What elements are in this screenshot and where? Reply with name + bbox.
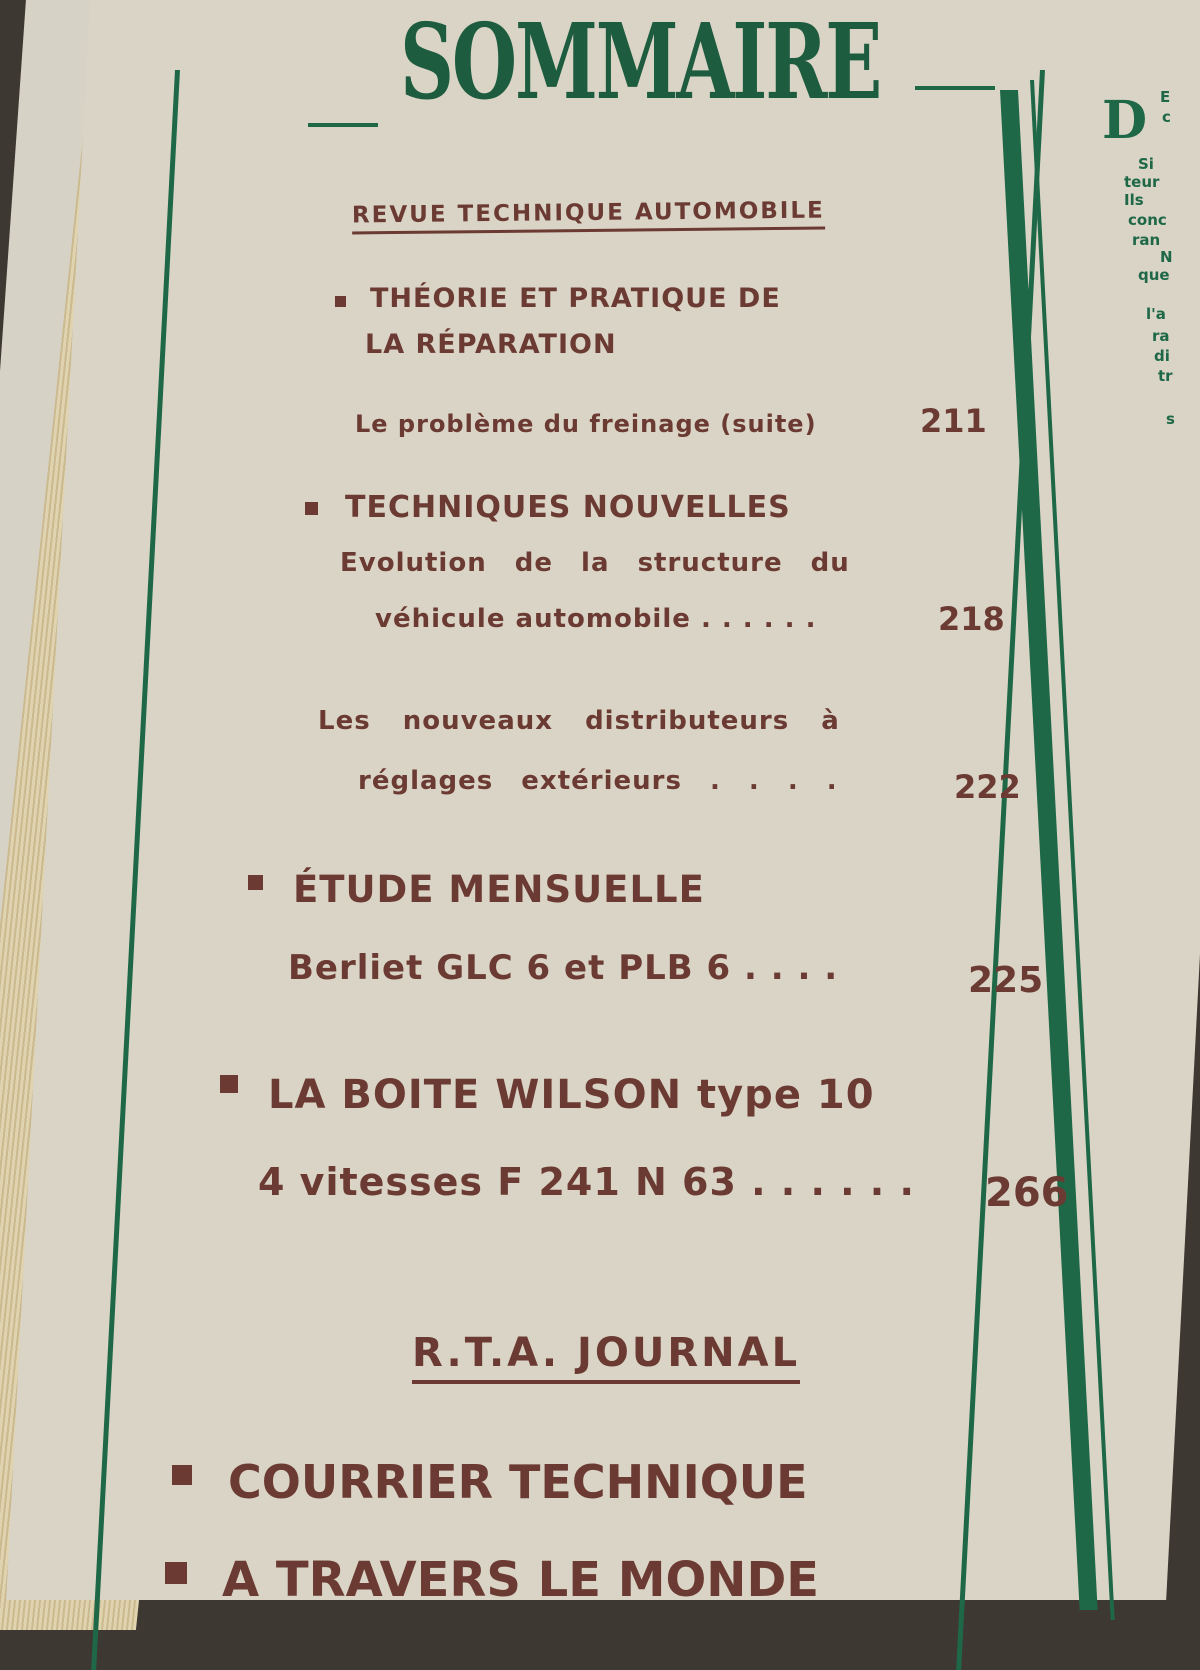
bullet-icon <box>305 502 318 515</box>
journal-item: COURRIER TECHNIQUE <box>228 1455 808 1509</box>
entry-title: véhicule automobile . . . . . . <box>375 604 817 634</box>
text-fragment: Ils <box>1124 191 1144 209</box>
entry-title: Les nouveaux distributeurs à <box>318 706 840 736</box>
frame-top-right-rule <box>915 86 995 90</box>
bullet-icon <box>220 1075 238 1093</box>
drop-cap: D <box>1102 90 1148 151</box>
entry-title: réglages extérieurs . . . . <box>358 766 838 796</box>
section-heading: ÉTUDE MENSUELLE <box>293 868 705 911</box>
entry-title: Berliet GLC 6 et PLB 6 . . . . <box>288 948 839 988</box>
entry-page: 222 <box>954 768 1021 806</box>
text-fragment: ran <box>1132 231 1161 249</box>
text-fragment: tr <box>1158 367 1173 385</box>
section-heading: LA BOITE WILSON type 10 <box>268 1072 875 1118</box>
frame-top-left-rule <box>308 123 378 127</box>
bullet-icon <box>248 875 263 890</box>
entry-title: Evolution de la structure du <box>340 548 850 578</box>
section-heading: THÉORIE ET PRATIQUE DE <box>370 283 781 314</box>
text-fragment: que <box>1138 266 1170 284</box>
section-heading: TECHNIQUES NOUVELLES <box>345 490 791 525</box>
journal-item: A TRAVERS LE MONDE <box>222 1552 820 1608</box>
text-fragment: di <box>1154 347 1170 365</box>
journal-heading: R.T.A. JOURNAL <box>412 1330 800 1384</box>
text-fragment: c <box>1162 108 1171 126</box>
section-heading: LA RÉPARATION <box>365 329 617 360</box>
bullet-icon <box>165 1562 187 1584</box>
entry-page: 218 <box>938 600 1005 638</box>
entry-page: 266 <box>985 1170 1069 1216</box>
text-fragment: conc <box>1128 211 1167 229</box>
text-fragment: teur <box>1124 173 1160 191</box>
text-fragment: Si <box>1138 155 1154 173</box>
entry-title: Le problème du freinage (suite) <box>355 410 817 438</box>
text-fragment: s <box>1166 410 1175 428</box>
entry-page: 211 <box>920 402 987 440</box>
entry-page: 225 <box>968 960 1044 1001</box>
text-fragment: l'a <box>1146 305 1166 323</box>
text-fragment: ra <box>1152 327 1170 345</box>
text-fragment: E <box>1160 88 1171 106</box>
page-title: SOMMAIRE <box>400 0 881 123</box>
text-fragment: N <box>1160 248 1173 266</box>
bullet-icon <box>335 296 346 307</box>
entry-title: 4 vitesses F 241 N 63 . . . . . . <box>258 1160 915 1204</box>
subtitle: REVUE TECHNIQUE AUTOMOBILE <box>352 198 825 235</box>
bullet-icon <box>172 1465 192 1485</box>
